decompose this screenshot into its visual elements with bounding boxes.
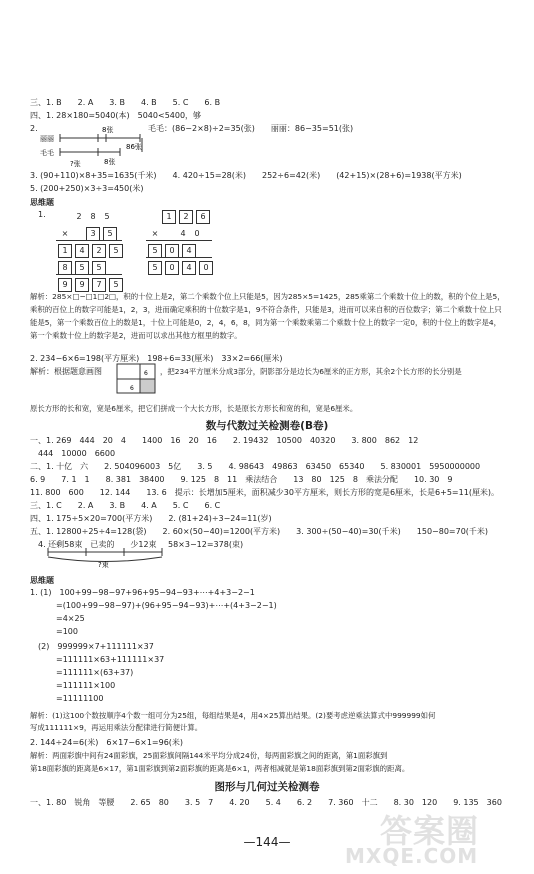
answer-line: 2. [30,124,38,133]
explanation: ，把234平方厘米分成3部分，阴影部分是边长为6厘米的正方形，其余2个长方形的长分别是 [160,367,462,376]
diagram-label: ?张 [70,160,81,168]
figure-label: 6 [130,385,134,392]
answer-line: 5. (200+250)×3÷3=450(米) [30,184,144,193]
digit: 8 [90,212,96,221]
answer-line: 1. (1) 100+99−98−97+96+95−94−93+⋯+4+3−2−1 [30,588,255,597]
answer-line: 毛毛：(86−2×8)÷2=35(张) 丽丽：86−35=51(张) [148,124,354,133]
watermark: MXQE.COM [345,844,479,868]
digit-box: 5 [75,261,89,275]
digit-box: 5 [109,278,123,292]
diagram-label: 丽丽 [40,135,54,143]
digit-box: 0 [165,261,179,275]
explanation: 第18面彩旗的距离是6×17，第1面彩旗到第2面彩旗的距离是6×1，两者相减就是第18面彩旗到第2面彩旗的距离。 [30,764,410,773]
digit-box: 7 [92,278,106,292]
digit-box: 8 [58,261,72,275]
times-sign: × [61,229,69,238]
answer-line: 3. (90+110)×8+35=1635(千米) 4. 420÷15=28(米) 252÷6=42(米) (42+15)×(28+6)=1938(平方米) [30,171,462,180]
answer-line: 6. 9 7. 1 1 8. 381 38400 9. 125 8 11 乘法结合 13 80 125 8 乘法分配 10. 30 9 [30,475,453,484]
digit-box: 4 [75,244,89,258]
digit-box: 5 [148,244,162,258]
digit-box: 4 [182,261,196,275]
diagram-label: 毛毛 [40,149,54,157]
answer-line: 一、1. 80 锐角 等腰 2. 65 80 3. 5 7 4. 20 5. 4 6. 2 7. 360 十二 8. 30 120 9. 135 360 [30,798,502,807]
digit-box: 0 [165,244,179,258]
answer-line: =100 [56,627,78,636]
divider [56,274,122,275]
answer-line: (2) 999999×7+111111×37 [38,642,154,651]
page-number: —144— [243,835,291,849]
digit-box: 5 [148,261,162,275]
answer-line: 444 10000 6600 [38,449,116,458]
digit-box: 5 [92,261,106,275]
section-title: 图形与几何过关检测卷 [214,781,320,793]
answer-line: =111111×63+111111×37 [56,655,165,664]
digit-box: 3 [86,227,100,241]
digit: 2 [76,212,82,221]
explanation: 解析：两面彩旗中间有24面彩旗，25面彩旗间隔144米平均分成24份，每两面彩旗之间的距离，第1面彩旗到 [30,751,388,760]
digit-box: 2 [179,210,193,224]
line-segment-diagram [40,120,150,170]
answer-line: 11. 800 600 12. 144 13. 6 提示：长增加5厘米，面积减少30平方厘米，则长方形的宽是6厘米，长是6+5=11(厘米)。 [30,488,500,497]
explanation: 写成111111×9，再运用乘法分配律进行简便计算。 [30,723,203,732]
answer-line: 2. 144÷24=6(米) 6×17−6×1=96(米) [30,738,184,747]
answer-line: =11111100 [56,694,104,703]
answer-line: 58×3−12=378(束) [168,540,244,549]
section-heading: 思维题 [30,576,54,585]
answer-line: =111111×100 [56,681,116,690]
digit-box: 2 [92,244,106,258]
answer-line: 三、1. C 2. A 3. B 4. A 5. C 6. C [30,501,221,510]
explanation: 原长方形的长和宽，宽是6厘米，把它们拼成一个大长方形，长是原长方形长和宽的和，宽是6厘米。 [30,404,358,413]
answer-line: 一、1. 269 444 20 4 1400 16 20 16 2. 19432 10500 40320 3. 800 862 12 [30,436,419,445]
divider [146,240,212,241]
watermark: 答案圈 [380,812,480,850]
answer-line: =111111×(63+37) [56,668,134,677]
answer-line: 二、1. 十亿 六 2. 504096003 5亿 3. 5 4. 98643 49863 63450 65340 5. 830001 5950000000 [30,462,481,471]
rectangle-figure [116,363,158,395]
divider [56,240,122,241]
digit-box: 4 [182,244,196,258]
digit-box: 5 [109,244,123,258]
explanation: 解析：(1)这100个数按顺序4个数一组可分为25组，每组结果是4，用4×25算出结果。(2)要考虑逆乘法算式中999999如何 [30,711,436,720]
answer-line: 四、1. 175÷5×20=700(平方米) 2. (81+24)÷3−24=11(岁) [30,514,272,523]
digit: 0 [194,229,200,238]
answer-line: 四、1. 28×180=5040(本) 5040<5400，够 [30,111,202,120]
digit-box: 1 [162,210,176,224]
bundle-diagram [46,548,166,568]
digit: 5 [104,212,110,221]
answer-line: 2. 234−6×6=198(平方厘米) 198÷6=33(厘米) 33×2=66(厘米) [30,354,283,363]
section-heading: 思维题 [30,198,54,207]
digit-box: 9 [58,278,72,292]
answer-line: 三、1. B 2. A 3. B 4. B 5. C 6. B [30,98,221,107]
explanation: 解析：285×□−□1□2□，积的十位上是2，第二个乘数个位上只能是5，因为285×5=1425，285乘第二个乘数十位上的数，积的个位上是5，乘积的百位上的数字可能是1，2，3，进而确定乘积的十位数字是1，9不符合条件，只能是3，进而可以来自积的百位数字；第二个乘数十位上只能是5，第一个乘数百位上的数是1，十位上可能是0，2，4，6，8，同为第一个乘数乘第二个乘数十位上的数字一定0，积的十位上的数字是4，第一个乘数十位上的数字是2，进而可以求出其他方框里的数字。 [30,292,505,340]
digit-box: 0 [199,261,213,275]
question-number: 1. [38,210,46,219]
explanation: 解析：根据题意画图 [30,367,102,376]
digit: 4 [180,229,186,238]
multiplication-grid-1 [58,208,126,293]
answer-line: =4×25 [56,614,85,623]
digit-box: 1 [58,244,72,258]
diagram-label: 8张 [104,158,116,166]
digit-box: 5 [103,227,117,241]
diagram-label: 8张 [102,126,114,134]
figure-label: 6 [144,370,148,377]
multiplication-grid-2 [148,208,216,276]
divider [146,257,212,258]
diagram-label: 86张 [126,143,142,151]
section-title: 数与代数过关检测卷(B卷) [205,420,329,432]
answer-line: 4. 还剩58束 已卖的 少12束 [38,540,157,549]
answer-line: 五、1. 12800÷25÷4=128(袋) 2. 60×(50−40)=1200(平方米) 3. 300÷(50−40)=30(千米) 150−80=70(千米) [30,527,489,536]
times-sign: × [151,229,159,238]
digit-box: 9 [75,278,89,292]
answer-line: =(100+99−98−97)+(96+95−94−93)+⋯+(4+3−2−1) [56,601,277,610]
digit-box: 6 [196,210,210,224]
diagram-label: ?束 [98,561,109,568]
